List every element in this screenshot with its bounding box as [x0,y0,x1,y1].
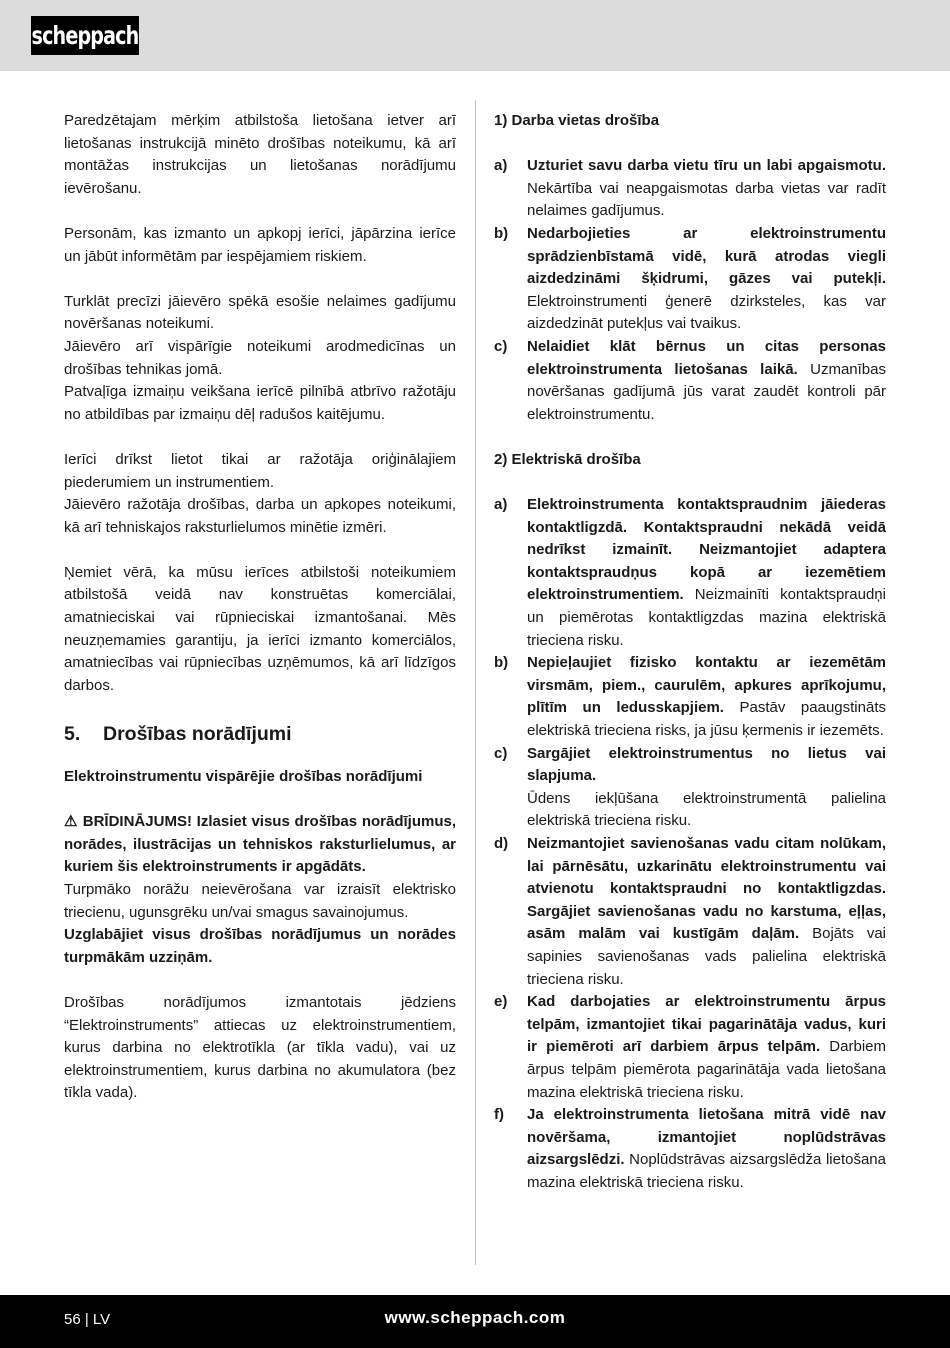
item-body [527,336,886,426]
bold-text: Elektroinstrumentu vispārējie drošības norādījumi [64,768,423,786]
text: Nekārtība vai neapgaismotas darba vietas var radīt nelaimes gadījumus. [527,179,886,220]
paragraph [527,833,886,991]
bold-text: Nelaidiet klāt bērnus un citas personas elektroinstrumenta lietošanas laikā. [527,337,886,378]
text: Neizmainīti kontaktspraudņi un piemērotas kontaktligzdas mazina elektriskā trieciena risku. [527,586,886,649]
item-body [527,1104,886,1194]
scheppach-logo: scheppach [31,16,139,55]
paragraph [527,652,886,742]
paragraph-group [64,223,456,268]
list-item [494,223,886,336]
item-label: d) [494,835,509,852]
paragraph-group [64,110,456,200]
paragraph [64,766,456,789]
paragraph-group [64,811,456,969]
paragraph-group [64,992,456,1105]
paragraph-group [64,766,456,789]
paragraph [527,336,886,426]
item-label: c) [494,337,508,355]
item-body [527,155,886,223]
text: Turklāt precīzi jāievēro spēkā esošie nelaimes gadījumu novēršanas noteikumi. [64,292,456,333]
paragraph-group [64,291,456,427]
column-divider [475,100,476,1265]
safety-list [494,494,886,1194]
bold-text: Uzturiet savu darba vietu tīru un labi apgaismotu. [527,157,886,175]
left-column [64,110,456,1128]
item-body [527,223,886,336]
paragraph [527,494,886,652]
paragraph [64,223,456,268]
text: Ņemiet vērā, ka mūsu ierīces atbilstoši noteikumiem atbilstošā veidā nav konstruētas komerciālai, amatnieciskai vai rūpnieciskai izmantošanai. Mēs neuzņemamies garantiju, ja ierīci izmanto komerciālos, amatniecības vai rūpniecības uzņēmumos, kā arī līdzīgos darbos. [64,563,456,694]
paragraph [64,562,456,698]
text: Ūdens iekļūšana elektroinstrumentā palielina elektriskā trieciena risku. [527,789,886,830]
right-column [494,110,886,1217]
text: Pastāv paaugstināts elektriskā trieciena risks, ja jūsu ķermenis ir iezemēts. [527,699,886,740]
paragraph [527,991,886,1104]
bold-text: Elektroinstrumenta kontaktspraudnim jāiederas kontaktligzdā. Kontaktspraudni nekādā veidā nedrīkst izmainīt. Neizmantojiet adaptera kontaktspraudņus kopā ar iezemētiem elektroinstrumentiem. [527,496,886,604]
text: Turpmāko norāžu neievērošana var izraisīt elektrisko triecienu, ugunsgrēku un/vai smagus savainojumus. [64,881,456,921]
subsection-title: 2) Elektriskā drošība [494,450,641,468]
paragraph [64,879,456,924]
text: Noplūdstrāvas aizsargslēdža lietošana mazina elektriskā trieciena risku. [527,1151,886,1191]
paragraph [527,788,886,833]
text: Patvaļīga izmaiņu veikšana ierīcē pilnībā atbrīvo ražotāju no atbildības par izmaiņu dēļ radušos kaitējumu. [64,383,456,423]
text: Personām, kas izmanto un apkopj ierīci, jāpārzina ierīce un jābūt informētām par iespējamiem riskiem. [64,224,456,265]
safety-list [494,155,886,426]
bold-text: Kad darbojaties ar elektroinstrumentu ārpus telpām, izmantojiet tikai pagarinātāja vadus, kuri ir piemēroti arī darbiem ārpus telpām. [527,993,886,1056]
text: Jāievēro arī vispārīgie noteikumi arodmedicīnas un drošības tehnikas jomā. [64,337,456,378]
item-label: b) [494,224,509,242]
page-header [0,0,950,71]
bold-text: Nedarbojieties ar elektroinstrumentu sprādzienbīstamā vidē, kurā atrodas viegli aizdedzināmi šķidrumi, gāzes vai putekļi. [527,224,886,288]
item-body [527,743,886,833]
section-number: 5. [64,723,81,746]
list-item [494,991,886,1104]
paragraph [64,992,456,1105]
item-label: a) [494,157,508,175]
paragraph [64,494,456,539]
text: Drošības norādījumos izmantotais jēdziens “Elektroinstruments” attiecas uz elektroinstrumentiem, kurus darbina no elektrotīkla (ar tīkla vadu), vai uz elektroinstrumentiem, kurus darbina no akumulatora (bez tīkla vada). [64,993,456,1102]
list-item [494,1104,886,1194]
list-item [494,833,886,991]
subsection-heading [494,449,886,472]
item-label: b) [494,654,509,672]
bold-text: Neizmantojiet savienošanas vadu citam nolūkam, lai pārnēsātu, uzkarinātu elektroinstrumentu vai atvienotu kontaktspraudni no kontaktligzdas. Sargājiet savienošanas vadu no karstuma, eļļas, asām malām vai kustīgām daļām. [527,835,886,943]
text: Jāievēro ražotāja drošības, darba un apkopes noteikumi, kā arī tehniskajos raksturlielumos minētie izmēri. [64,496,456,536]
item-label: e) [494,993,508,1011]
bold-text: Nepieļaujiet fizisko kontaktu ar iezemētām virsmām, piem., caurulēm, apkures aprīkojumu, plītīm un ledusskapjiem. [527,654,886,717]
text: Ierīci drīkst lietot tikai ar ražotāja oriģinālajiem piederumiem un instrumentiem. [64,450,456,491]
list-item [494,743,886,833]
section-heading [64,720,456,748]
paragraph [64,336,456,381]
paragraph-group [64,562,456,698]
paragraph [527,743,886,788]
paragraph-group [64,449,456,539]
paragraph [527,155,886,223]
paragraph [527,1104,886,1194]
item-label: f) [494,1106,504,1124]
list-item [494,155,886,223]
section-title: Drošības norādījumi [103,723,292,746]
paragraph [64,381,456,426]
item-body [527,991,886,1104]
paragraph [64,924,456,969]
text: Paredzētajam mērķim atbilstoša lietošana ietver arī lietošanas instrukcijā minēto drošības noteikumu, kā arī montāžas instrukcijas un lietošanas norādījumu ievērošanu. [64,112,456,197]
list-item [494,336,886,426]
list-item [494,652,886,742]
item-body [527,652,886,742]
paragraph [64,811,456,879]
item-label: a) [494,496,508,514]
paragraph [64,449,456,494]
item-body [527,494,886,652]
item-body [527,833,886,991]
paragraph [527,223,886,336]
list-item [494,494,886,652]
text: Uzmanības novēršanas gadījumā jūs varat zaudēt kontroli pār elektroinstrumentu. [527,360,886,423]
page-number: 56 | LV [64,1311,111,1328]
subsection-title: 1) Darba vietas drošība [494,112,660,129]
subsection-heading [494,110,886,133]
paragraph [64,291,456,336]
bold-text: Ja elektroinstrumenta lietošana mitrā vidē nav novēršama, izmantojiet noplūdstrāvas aizsargslēdzi. [527,1106,886,1169]
website-url: www.scheppach.com [384,1308,566,1327]
text: Bojāts vai sapinies savienošanas vads palielina elektriskā trieciena risku. [527,925,886,988]
text: Elektroinstrumenti ģenerē dzirksteles, kas var aizdedzināt putekļus vai tvaikus. [527,292,886,333]
text: Darbiem ārpus telpām piemērota pagarinātāja vada lietošana mazina elektriskā trieciena risku. [527,1038,886,1101]
item-label: c) [494,744,508,762]
page-footer [0,1295,950,1348]
bold-text: Sargājiet elektroinstrumentus no lietus vai slapjuma. [527,744,886,785]
bold-text: ⚠ BRĪDINĀJUMS! Izlasiet visus drošības norādījumus, norādes, ilustrācijas un tehniskos raksturlielumus, ar kuriem šis elektroinstruments ir apgādāts. [64,813,456,876]
bold-text: Uzglabājiet visus drošības norādījumus un norādes turpmākām uzziņām. [64,926,456,966]
paragraph [64,110,456,200]
